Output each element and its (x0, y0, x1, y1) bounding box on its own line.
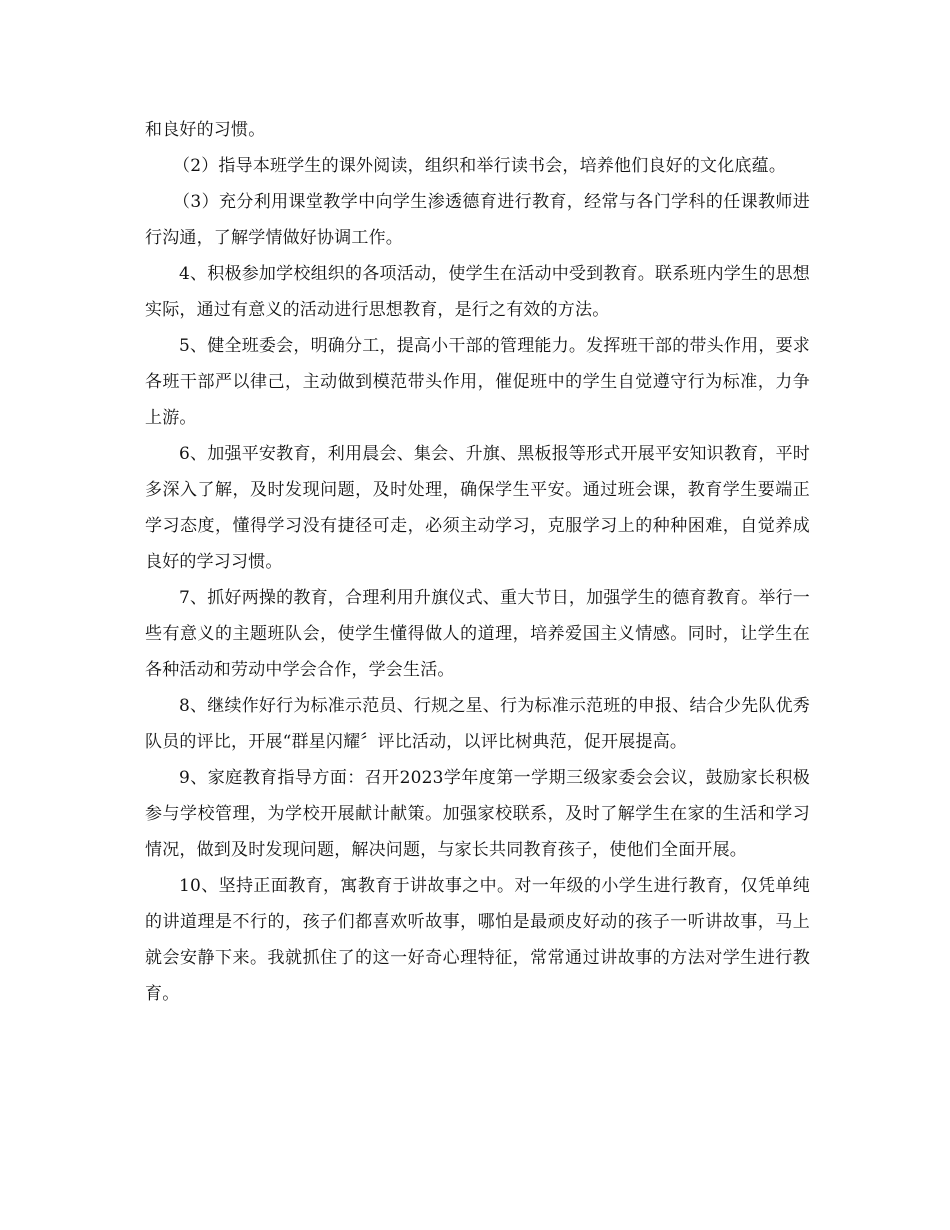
paragraph-item-4: 4、积极参加学校组织的各项活动，使学生在活动中受到教育。联系班内学生的思想实际，通过有意义的活动进行思想教育，是行之有效的方法。 (145, 264, 810, 320)
document-body (145, 112, 810, 1012)
paragraph-item-5: 5、健全班委会，明确分工，提高小干部的管理能力。发挥班干部的带头作用，要求各班干部严以律己，主动做到模范带头作用，催促班中的学生自觉遵守行为标准，力争上游。 (145, 336, 810, 428)
paragraph-item-10: 10、坚持正面教育，寓教育于讲故事之中。对一年级的小学生进行教育，仅凭单纯的讲道理是不行的，孩子们都喜欢听故事，哪怕是最顽皮好动的孩子一听讲故事，马上就会安静下来。我就抓住了的这一好奇心理特征，常常通过讲故事的方法对学生进行教育。 (145, 876, 810, 1004)
paragraph-item-3: （3）充分利用课堂教学中向学生渗透德育进行教育，经常与各门学科的任课教师进行沟通，了解学情做好协调工作。 (145, 192, 810, 248)
paragraph-item-8: 8、继续作好行为标准示范员、行规之星、行为标准示范班的申报、结合少先队优秀队员的评比，开展“群星闪耀〞评比活动，以评比树典范，促开展提高。 (145, 696, 810, 752)
paragraph-item-2: （2）指导本班学生的课外阅读，组织和举行读书会，培养他们良好的文化底蕴。 (173, 156, 787, 176)
paragraph-item-7: 7、抓好两操的教育，合理利用升旗仪式、重大节日，加强学生的德育教育。举行一些有意义的主题班队会，使学生懂得做人的道理，培养爱国主义情感。同时，让学生在各种活动和劳动中学会合作，学会生活。 (145, 588, 810, 680)
paragraph-continuation: 和良好的习惯。 (145, 120, 266, 140)
paragraph-item-9: 9、家庭教育指导方面：召开2023学年度第一学期三级家委会会议，鼓励家长积极参与学校管理，为学校开展献计献策。加强家校联系，及时了解学生在家的生活和学习情况，做到及时发现问题，解决问题，与家长共同教育孩子，使他们全面开展。 (145, 768, 810, 860)
paragraph-item-6: 6、加强平安教育，利用晨会、集会、升旗、黑板报等形式开展平安知识教育，平时多深入了解，及时发现问题，及时处理，确保学生平安。通过班会课，教育学生要端正学习态度，懂得学习没有捷径可走，必须主动学习，克服学习上的种种困难，自觉养成良好的学习习惯。 (145, 444, 810, 572)
